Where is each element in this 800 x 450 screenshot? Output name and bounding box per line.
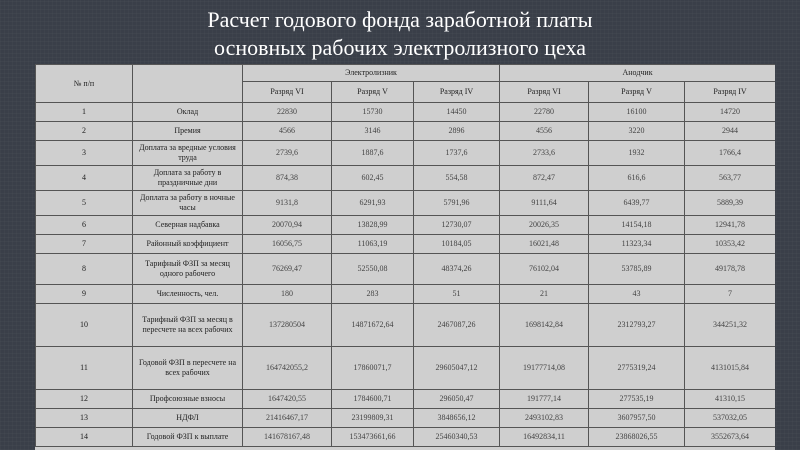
row-value: 11063,19: [332, 235, 414, 254]
row-parameter: Районный коэффициент: [133, 235, 243, 254]
row-value: 10184,05: [414, 235, 500, 254]
row-value: 2775319,24: [589, 347, 685, 390]
row-value: 3552673,64: [685, 428, 775, 447]
row-value: 23199809,31: [332, 409, 414, 428]
row-value: 537032,05: [685, 409, 775, 428]
row-value: 5791,96: [414, 191, 500, 216]
row-value: 16492834,11: [500, 428, 589, 447]
row-value: 874,38: [243, 166, 332, 191]
row-value: 49178,78: [685, 254, 775, 285]
row-value: 21: [500, 285, 589, 304]
row-number: 7: [36, 235, 133, 254]
row-parameter: Годовой ФЗП к выплате: [133, 428, 243, 447]
row-value: 76102,04: [500, 254, 589, 285]
header-num-col: № п/п: [36, 65, 133, 103]
row-value: 191777,14: [500, 390, 589, 409]
row-parameter: НДФЛ: [133, 409, 243, 428]
header-grade: Разряд IV: [685, 82, 775, 103]
table-row: [36, 166, 776, 191]
row-value: 3848656,12: [414, 409, 500, 428]
table-row: [36, 409, 776, 428]
row-value: 1737,6: [414, 141, 500, 166]
row-value: 2733,6: [500, 141, 589, 166]
row-value: 5889,39: [685, 191, 775, 216]
row-value: 141678167,48: [243, 428, 332, 447]
row-value: 1932: [589, 141, 685, 166]
row-value: 16100: [589, 103, 685, 122]
header-grade: Разряд VI: [243, 82, 332, 103]
row-parameter: Оклад: [133, 103, 243, 122]
row-value: 20026,35: [500, 216, 589, 235]
slide-title-line-1: Расчет годового фонда заработной платы: [207, 7, 593, 32]
row-value: 3146: [332, 122, 414, 141]
row-number: 4: [36, 166, 133, 191]
row-value: 7: [685, 285, 775, 304]
row-number: 6: [36, 216, 133, 235]
header-grade: Разряд IV: [414, 82, 500, 103]
row-value: 9131,8: [243, 191, 332, 216]
row-value: 19177714,08: [500, 347, 589, 390]
row-number: 13: [36, 409, 133, 428]
row-number: 11: [36, 347, 133, 390]
row-value: 4556: [500, 122, 589, 141]
row-value: 2896: [414, 122, 500, 141]
row-value: 17860071,7: [332, 347, 414, 390]
row-value: 14450: [414, 103, 500, 122]
row-parameter: Тарифный ФЗП за месяц одного рабочего: [133, 254, 243, 285]
row-parameter: Доплата за работу в ночные часы: [133, 191, 243, 216]
row-value: 2739,6: [243, 141, 332, 166]
row-value: 180: [243, 285, 332, 304]
row-value: 137280504: [243, 304, 332, 347]
row-value: 25460340,53: [414, 428, 500, 447]
row-value: 296050,47: [414, 390, 500, 409]
row-value: 16021,48: [500, 235, 589, 254]
row-value: 2467087,26: [414, 304, 500, 347]
row-value: 2944: [685, 122, 775, 141]
row-value: 76269,47: [243, 254, 332, 285]
header-param-col: [133, 65, 243, 103]
row-value: 41310,15: [685, 390, 775, 409]
row-value: 2493102,83: [500, 409, 589, 428]
table-row: [36, 428, 776, 447]
row-value: 22830: [243, 103, 332, 122]
row-number: 9: [36, 285, 133, 304]
header-group-anode: Анодчик: [500, 65, 775, 82]
row-number: 8: [36, 254, 133, 285]
row-value: 6291,93: [332, 191, 414, 216]
row-number: 1: [36, 103, 133, 122]
row-value: 1698142,84: [500, 304, 589, 347]
row-value: 11323,34: [589, 235, 685, 254]
row-parameter: Доплата за работу в праздничные дни: [133, 166, 243, 191]
row-number: 14: [36, 428, 133, 447]
row-value: 344251,32: [685, 304, 775, 347]
table-row: [36, 285, 776, 304]
table-row: [36, 235, 776, 254]
row-value: 14720: [685, 103, 775, 122]
header-grade: Разряд VI: [500, 82, 589, 103]
row-value: 602,45: [332, 166, 414, 191]
row-value: 1887,6: [332, 141, 414, 166]
table-row: [36, 254, 776, 285]
row-parameter: Доплата за вредные условия труда: [133, 141, 243, 166]
row-value: 4131015,84: [685, 347, 775, 390]
row-value: 52550,08: [332, 254, 414, 285]
row-value: 16056,75: [243, 235, 332, 254]
row-parameter: Тарифный ФЗП за месяц в пересчете на всех рабочих: [133, 304, 243, 347]
table-row: [36, 216, 776, 235]
row-value: 14154,18: [589, 216, 685, 235]
row-value: 22780: [500, 103, 589, 122]
row-value: 15730: [332, 103, 414, 122]
row-value: 1647420,55: [243, 390, 332, 409]
row-value: 616,6: [589, 166, 685, 191]
row-parameter: Премия: [133, 122, 243, 141]
row-value: 164742055,2: [243, 347, 332, 390]
row-value: 4566: [243, 122, 332, 141]
row-value: 277535,19: [589, 390, 685, 409]
row-value: 12941,78: [685, 216, 775, 235]
row-value: 9111,64: [500, 191, 589, 216]
row-parameter: Численность, чел.: [133, 285, 243, 304]
table-row: [36, 122, 776, 141]
slide-title: [0, 6, 800, 62]
row-value: 872,47: [500, 166, 589, 191]
row-value: 43: [589, 285, 685, 304]
row-value: 53785,89: [589, 254, 685, 285]
row-value: 1766,4: [685, 141, 775, 166]
header-grade: Разряд V: [589, 82, 685, 103]
row-value: 10353,42: [685, 235, 775, 254]
row-number: 12: [36, 390, 133, 409]
row-value: 51: [414, 285, 500, 304]
row-number: 10: [36, 304, 133, 347]
table-row: [36, 304, 776, 347]
row-number: 3: [36, 141, 133, 166]
row-value: 3607957,50: [589, 409, 685, 428]
row-value: 554,58: [414, 166, 500, 191]
row-value: 13828,99: [332, 216, 414, 235]
row-value: 153473661,66: [332, 428, 414, 447]
salary-table-container: [35, 64, 775, 450]
row-value: 29605047,12: [414, 347, 500, 390]
row-parameter: Профсоюзные взносы: [133, 390, 243, 409]
row-number: 2: [36, 122, 133, 141]
row-value: 3220: [589, 122, 685, 141]
row-parameter: Северная надбавка: [133, 216, 243, 235]
table-row: [36, 191, 776, 216]
row-value: 2312793,27: [589, 304, 685, 347]
header-row-groups: [36, 65, 776, 82]
header-grade: Разряд V: [332, 82, 414, 103]
row-value: 23868026,55: [589, 428, 685, 447]
row-value: 21416467,17: [243, 409, 332, 428]
table-row: [36, 390, 776, 409]
row-value: 20070,94: [243, 216, 332, 235]
row-parameter: Годовой ФЗП в пересчете на всех рабочих: [133, 347, 243, 390]
salary-table: [35, 64, 775, 447]
header-group-electrolyzer: Электролизник: [243, 65, 500, 82]
table-row: [36, 141, 776, 166]
table-row: [36, 103, 776, 122]
row-value: 1784600,71: [332, 390, 414, 409]
row-value: 6439,77: [589, 191, 685, 216]
row-value: 283: [332, 285, 414, 304]
row-value: 48374,26: [414, 254, 500, 285]
row-value: 12730,07: [414, 216, 500, 235]
row-value: 14871672,64: [332, 304, 414, 347]
table-row: [36, 347, 776, 390]
row-number: 5: [36, 191, 133, 216]
row-value: 563,77: [685, 166, 775, 191]
slide-title-line-2: основных рабочих электролизного цеха: [214, 35, 586, 60]
